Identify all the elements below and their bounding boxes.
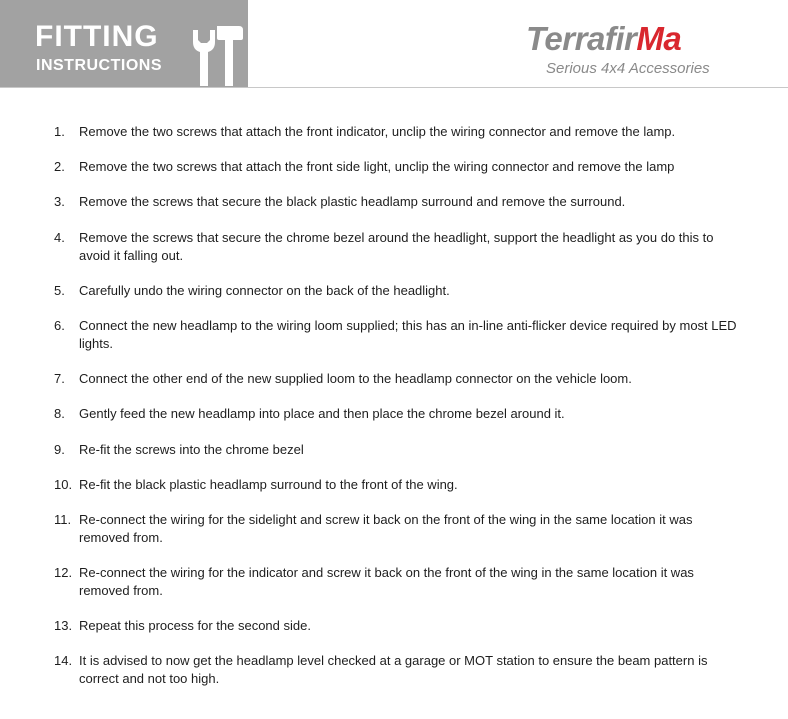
- step-text: Re-fit the black plastic headlamp surround to the front of the wing.: [79, 477, 458, 492]
- step-number: 10.: [54, 477, 73, 492]
- step-number: 3.: [54, 194, 65, 209]
- step-text: It is advised to now get the headlamp level checked at a garage or MOT station to ensure the beam pattern is correct and not too high.: [79, 653, 708, 686]
- step-number: 13.: [54, 618, 73, 633]
- step-number: 11.: [54, 512, 72, 527]
- step-number: 6.: [54, 318, 65, 333]
- step-text: Re-connect the wiring for the sidelight and screw it back on the front of the wing in the same location it was removed from.: [79, 512, 693, 545]
- step-number: 5.: [54, 283, 65, 298]
- brand-logo-accent: Ma: [636, 20, 682, 57]
- step-number: 8.: [54, 406, 65, 421]
- spanner-and-hammer-icon: [189, 24, 245, 88]
- step-text: Gently feed the new headlamp into place and then place the chrome bezel around it.: [79, 406, 565, 421]
- step-number: 9.: [54, 442, 65, 457]
- step-text: Remove the two screws that attach the front indicator, unclip the wiring connector and remove the lamp.: [79, 124, 676, 139]
- step-text: Carefully undo the wiring connector on the back of the headlight.: [79, 283, 450, 298]
- step-text: Re-fit the screws into the chrome bezel: [79, 442, 304, 457]
- brand-tagline: Serious 4x4 Accessories: [546, 60, 710, 77]
- step-text: Connect the other end of the new supplied loom to the headlamp connector on the vehicle loom.: [79, 371, 632, 386]
- step-number: 12.: [54, 565, 73, 580]
- step-text: Re-connect the wiring for the indicator and screw it back on the front of the wing in the same location it was removed from.: [79, 565, 694, 598]
- instructions-title: INSTRUCTIONS: [36, 57, 162, 74]
- step-number: 2.: [54, 159, 65, 174]
- step-text: Connect the new headlamp to the wiring loom supplied; this has an in-line anti-flicker device required by most LED lights.: [79, 318, 737, 351]
- step-text: Repeat this process for the second side.: [79, 618, 311, 633]
- step-text: Remove the screws that secure the chrome bezel around the headlight, support the headlight as you do this to avoid it falling out.: [79, 230, 714, 263]
- brand-logo-main: Terrafir: [526, 20, 637, 57]
- step-number: 1.: [54, 124, 65, 139]
- step-number: 4.: [54, 230, 65, 245]
- brand-logo: [526, 20, 681, 58]
- step-number: 14.: [54, 653, 73, 668]
- header-divider: [0, 87, 788, 88]
- fitting-title: FITTING: [35, 20, 159, 53]
- step-text: Remove the two screws that attach the front side light, unclip the wiring connector and remove the lamp: [79, 159, 675, 174]
- step-text: Remove the screws that secure the black plastic headlamp surround and remove the surround.: [79, 194, 626, 209]
- step-number: 7.: [54, 371, 65, 386]
